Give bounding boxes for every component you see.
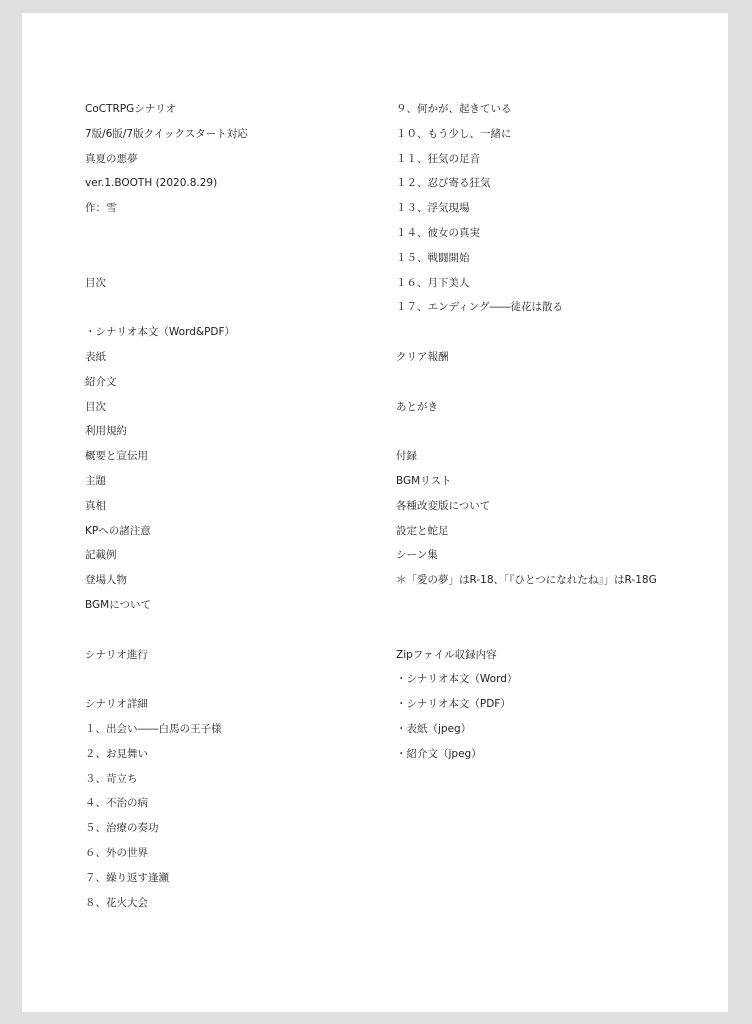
text-line: 7版/6版/7版クイックスタート対応 xyxy=(85,127,248,140)
text-line: ３、苛立ち xyxy=(85,772,138,785)
text-line xyxy=(396,618,716,643)
left-column xyxy=(85,97,385,915)
text-line xyxy=(85,667,385,692)
text-line: 各種改変版について xyxy=(396,499,491,512)
text-line: ・表紙（jpeg） xyxy=(396,722,472,735)
text-line: 記載例 xyxy=(85,549,117,562)
text-line: 表紙 xyxy=(85,350,106,363)
text-line xyxy=(396,370,716,395)
text-line: ・シナリオ本文（PDF） xyxy=(396,698,511,711)
text-line: ・シナリオ本文（Word） xyxy=(396,673,518,686)
text-line: CoCTRPGシナリオ xyxy=(85,103,177,115)
text-line: ＊「愛の夢」はR-18、「『ひとつになれたね』」はR-18G xyxy=(396,574,657,587)
text-line: 作：雪 xyxy=(85,202,117,215)
text-line: Zipファイル収録内容 xyxy=(396,648,497,661)
text-line: あとがき xyxy=(396,400,438,413)
text-line: 紹介文 xyxy=(85,375,117,388)
text-line: 主題 xyxy=(85,474,106,487)
text-line: シナリオ進行 xyxy=(85,648,148,661)
text-line: １０、もう少し、一緒に xyxy=(396,127,512,140)
text-line xyxy=(396,419,716,444)
text-line: ９、何かが、起きている xyxy=(396,103,512,115)
text-line: １２、忍び寄る狂気 xyxy=(396,177,491,190)
text-line: 概要と宣伝用 xyxy=(85,450,148,463)
text-line: ・紹介文（jpeg） xyxy=(396,747,482,760)
text-line: １６、月下美人 xyxy=(396,276,470,289)
text-line: １、出会い――白馬の王子様 xyxy=(85,722,222,735)
text-line: 目次 xyxy=(85,400,106,413)
text-line xyxy=(85,221,385,246)
text-line xyxy=(85,295,385,320)
text-line: １３、浮気現場 xyxy=(396,202,470,215)
text-line: ４、不治の病 xyxy=(85,797,148,810)
text-line: 利用規約 xyxy=(85,425,127,438)
text-line: シナリオ詳細 xyxy=(85,698,148,711)
text-line: １１、狂気の足音 xyxy=(396,152,480,165)
text-line: 真相 xyxy=(85,499,106,512)
text-line: BGMについて xyxy=(85,598,152,611)
text-line: １４、彼女の真実 xyxy=(396,226,480,239)
text-line: 付録 xyxy=(396,450,417,463)
text-line: シーン集 xyxy=(396,549,438,562)
text-line: ７、繰り返す逢瀬 xyxy=(85,871,169,884)
text-line: ・シナリオ本文（Word&PDF） xyxy=(85,326,236,339)
text-line: １５、戦闘開始 xyxy=(396,251,470,264)
document-page xyxy=(22,13,728,1012)
text-line: ver.1.BOOTH (2020.8.29) xyxy=(85,177,218,190)
text-line: クリア報酬 xyxy=(396,350,449,363)
text-line: ５、治療の奏功 xyxy=(85,822,159,835)
text-line xyxy=(85,246,385,271)
text-line: 真夏の悪夢 xyxy=(85,152,138,165)
right-column xyxy=(396,97,716,767)
text-line: ２、お見舞い xyxy=(85,747,148,760)
text-line xyxy=(396,320,716,345)
text-line: ６、外の世界 xyxy=(85,846,148,859)
text-line: BGMリスト xyxy=(396,474,452,487)
text-line xyxy=(396,593,716,618)
text-line xyxy=(85,618,385,643)
text-line: 設定と蛇足 xyxy=(396,524,449,537)
text-line: ８、花火大会 xyxy=(85,896,148,909)
text-line: KPへの諸注意 xyxy=(85,524,151,537)
text-line: １７、エンディング――徒花は散る xyxy=(396,301,563,314)
text-line: 目次 xyxy=(85,276,106,289)
text-line: 登場人物 xyxy=(85,574,127,587)
